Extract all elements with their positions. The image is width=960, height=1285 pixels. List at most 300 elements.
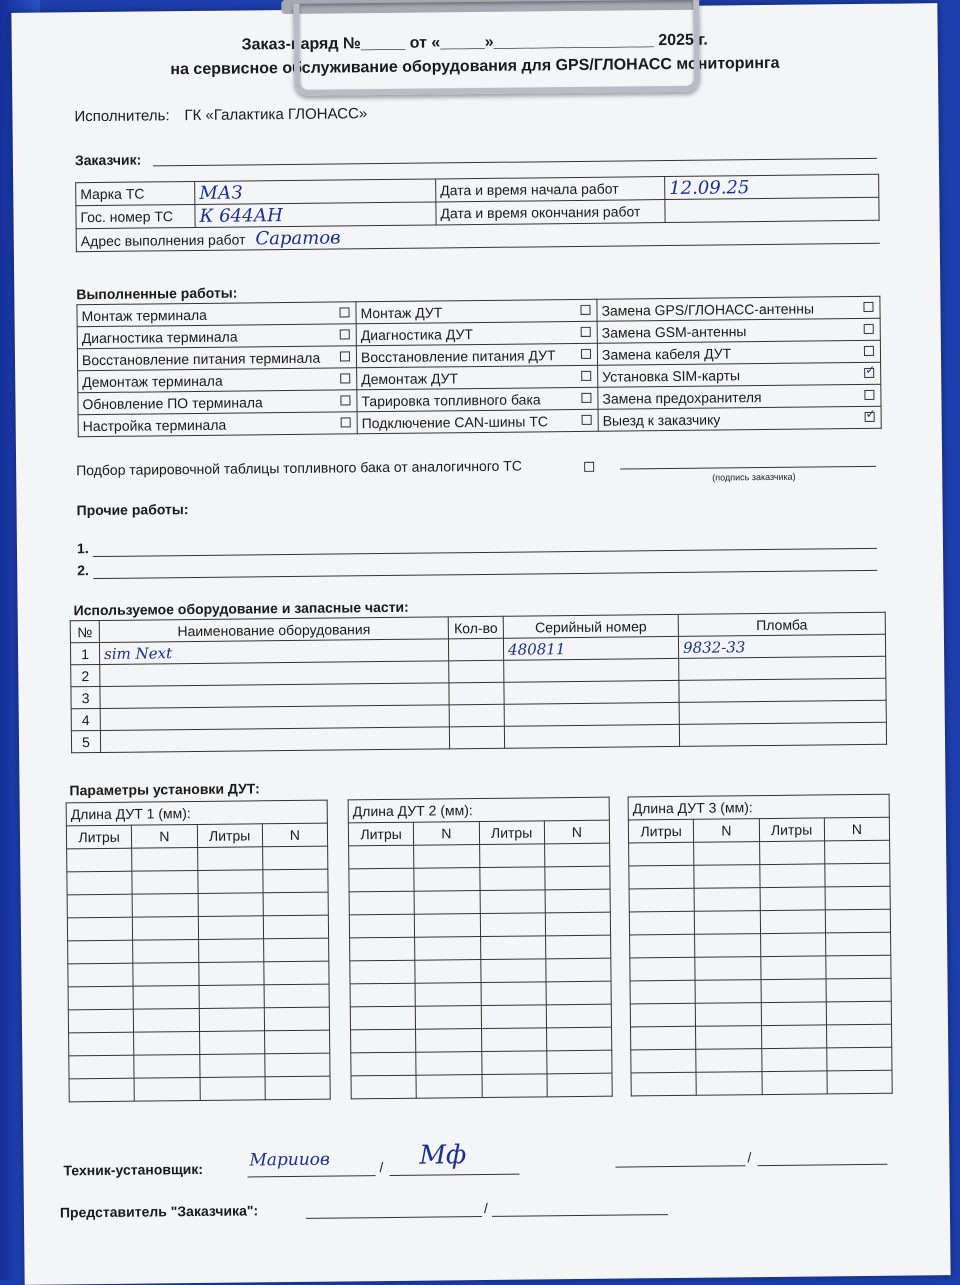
dut-cell[interactable]	[133, 939, 198, 963]
equipment-cell[interactable]	[449, 726, 504, 749]
dut-cell[interactable]	[264, 1030, 329, 1054]
dut-caption[interactable]: Длина ДУТ 3 (мм):	[628, 794, 889, 820]
extra-sign-line-1[interactable]	[615, 1165, 745, 1167]
work-checkbox[interactable]	[864, 346, 874, 356]
dut-row	[349, 843, 610, 869]
dut-row	[351, 1050, 612, 1076]
work-checkbox[interactable]	[863, 302, 873, 312]
dut-cell[interactable]	[694, 888, 759, 912]
executor-label: Исполнитель:	[74, 107, 170, 126]
dut-cell[interactable]	[265, 1053, 330, 1077]
work-cell[interactable]	[77, 324, 356, 349]
dut-cell[interactable]	[544, 843, 609, 867]
dut-row	[67, 892, 328, 918]
brand-field[interactable]	[195, 179, 436, 205]
extra-sign-line-2[interactable]	[757, 1164, 887, 1166]
dut-col-header: N	[694, 819, 759, 843]
dut-cell[interactable]	[132, 847, 197, 871]
dut-cell[interactable]	[481, 982, 546, 1006]
dut-cell[interactable]	[134, 1077, 199, 1101]
dut-cell[interactable]	[415, 914, 480, 938]
dut-row	[67, 846, 328, 872]
work-label: Демонтаж терминала	[82, 372, 223, 390]
start-label: Дата и время начала работ	[436, 177, 665, 202]
dut-cell[interactable]	[262, 846, 327, 870]
dut-cell[interactable]	[629, 911, 694, 935]
dut-cell[interactable]	[631, 1072, 696, 1096]
equipment-cell[interactable]	[504, 702, 679, 726]
work-checkbox[interactable]	[581, 349, 591, 359]
dut-cell[interactable]	[199, 985, 264, 1009]
dut-cell[interactable]	[760, 910, 825, 934]
equipment-cell[interactable]: 1	[70, 642, 99, 664]
work-label: Демонтаж ДУТ	[361, 369, 459, 387]
work-label: Монтаж ДУТ	[360, 303, 443, 321]
dut-cell[interactable]	[415, 983, 480, 1007]
dut-caption[interactable]: Длина ДУТ 1 (мм):	[66, 800, 327, 826]
dut-row	[68, 938, 329, 964]
calibration-label: Подбор тарировочной таблицы топливного бака от аналогичного ТС	[76, 457, 523, 479]
work-cell[interactable]	[78, 390, 357, 415]
work-checkbox[interactable]	[865, 412, 875, 422]
dut-cell[interactable]	[826, 955, 891, 979]
equipment-cell[interactable]	[679, 678, 886, 702]
dut-cell[interactable]	[199, 1031, 264, 1055]
dut-row	[68, 1007, 329, 1033]
dut-row	[629, 886, 890, 912]
technician-signature: Мф	[419, 1140, 467, 1171]
work-cell[interactable]	[356, 299, 597, 324]
representative-name-line[interactable]	[306, 1216, 482, 1219]
dut-row	[630, 932, 891, 958]
dut-cell[interactable]	[695, 911, 760, 935]
dut-cell[interactable]	[197, 870, 262, 894]
work-cell[interactable]	[78, 412, 357, 437]
work-cell[interactable]	[598, 406, 881, 431]
dut-col-header: N	[414, 822, 479, 846]
end-label: Дата и время окончания работ	[436, 200, 665, 225]
dut-row	[67, 869, 328, 895]
dut-cell[interactable]	[198, 916, 263, 940]
dut-cell[interactable]	[264, 984, 329, 1008]
dut-cell[interactable]	[629, 842, 694, 866]
dut-cell[interactable]	[545, 889, 610, 913]
dut-cell[interactable]	[351, 1075, 416, 1099]
work-checkbox[interactable]	[580, 305, 590, 315]
clipboard-clip-icon	[293, 0, 700, 96]
dut-row	[69, 1030, 330, 1056]
equipment-header-cell: №	[70, 620, 99, 642]
dut-cell[interactable]	[546, 1027, 611, 1051]
dut-cell[interactable]	[350, 1006, 415, 1030]
dut-cell[interactable]	[351, 1052, 416, 1076]
dut-cell[interactable]	[197, 847, 262, 871]
dut-cell[interactable]	[264, 1007, 329, 1031]
dut-cell[interactable]	[133, 985, 198, 1009]
dut-cell[interactable]	[414, 845, 479, 869]
work-label: Замена GSM-антенны	[601, 322, 747, 341]
work-checkbox[interactable]	[340, 351, 350, 361]
dut-cell[interactable]	[480, 936, 545, 960]
dut-cell[interactable]	[416, 1029, 481, 1053]
work-label: Замена кабеля ДУТ	[601, 344, 732, 363]
technician-sign-line[interactable]	[390, 1174, 520, 1176]
dut-row	[68, 961, 329, 987]
equipment-cell[interactable]	[504, 680, 679, 704]
plate-value: К 644АН	[199, 204, 283, 227]
customer-line[interactable]	[153, 158, 877, 167]
work-label: Подключение CAN-шины ТС	[361, 412, 549, 431]
dut-cell[interactable]	[68, 1009, 133, 1033]
equipment-cell[interactable]: 4	[71, 708, 100, 730]
dut-cell[interactable]	[68, 986, 133, 1010]
dut-row	[350, 958, 611, 984]
work-cell[interactable]	[357, 365, 598, 390]
dut-cell[interactable]	[69, 1055, 134, 1079]
equipment-header-cell: Пломба	[678, 612, 885, 636]
dut-cell[interactable]	[696, 1049, 761, 1073]
dut-cell[interactable]	[349, 845, 414, 869]
dut-cell[interactable]	[826, 1024, 891, 1048]
equipment-cell[interactable]	[679, 656, 886, 680]
dut-cell[interactable]	[198, 962, 263, 986]
dut-cell[interactable]	[263, 869, 328, 893]
dut-cell[interactable]	[760, 887, 825, 911]
dut-cell[interactable]	[761, 1048, 826, 1072]
dut-cell[interactable]	[416, 1075, 481, 1099]
dut-cell[interactable]	[265, 1076, 330, 1100]
dut-row	[351, 1027, 612, 1053]
plate-label: Гос. номер ТС	[76, 204, 195, 228]
work-cell[interactable]	[598, 384, 881, 409]
equipment-title: Используемое оборудование и запасные части:	[73, 598, 409, 619]
start-value: 12.09.25	[669, 176, 750, 199]
dut-cell[interactable]	[545, 866, 610, 890]
signature-hint: (подпись заказчика)	[712, 471, 796, 483]
dut-cell[interactable]	[696, 1072, 761, 1096]
equipment-table	[70, 612, 887, 754]
equipment-cell[interactable]	[679, 700, 886, 724]
slash-2: /	[747, 1149, 752, 1166]
work-cell[interactable]	[357, 387, 598, 412]
dut-cell[interactable]	[69, 1032, 134, 1056]
dut-cell[interactable]	[349, 868, 414, 892]
dut-cell[interactable]	[545, 912, 610, 936]
dut-cell[interactable]	[547, 1073, 612, 1097]
work-checkbox[interactable]	[341, 417, 351, 427]
dut-cell[interactable]	[546, 958, 611, 982]
dut-cell[interactable]	[694, 842, 759, 866]
representative-sign-line[interactable]	[492, 1214, 668, 1217]
dut-row	[631, 1024, 892, 1050]
dut-cell[interactable]	[133, 962, 198, 986]
dut-row	[629, 909, 890, 935]
dut-cell[interactable]	[67, 848, 132, 872]
brand-label: Марка ТС	[76, 181, 195, 205]
dut-cell[interactable]	[761, 1002, 826, 1026]
dut-row	[69, 1053, 330, 1079]
dut-cell[interactable]	[134, 1054, 199, 1078]
dut-cell[interactable]	[350, 983, 415, 1007]
dut-row	[68, 984, 329, 1010]
equipment-cell[interactable]	[679, 722, 886, 746]
dut-cell[interactable]	[630, 934, 695, 958]
other-work-2-line[interactable]	[93, 570, 877, 579]
equipment-cell[interactable]	[449, 682, 504, 705]
dut-row	[67, 915, 328, 941]
dut-row	[630, 1001, 891, 1027]
other-work-1-label: 1.	[76, 540, 89, 557]
dut-cell[interactable]	[696, 1026, 761, 1050]
dut-cell[interactable]	[631, 1049, 696, 1073]
customer-signature-line[interactable]	[620, 466, 876, 470]
work-checkbox[interactable]	[581, 327, 591, 337]
dut-row	[69, 1076, 330, 1102]
dut-row	[349, 889, 610, 915]
dut-row	[349, 912, 610, 938]
equipment-header-cell: Серийный номер	[503, 614, 678, 638]
dut-col-header: N	[824, 817, 889, 841]
slash-3: /	[483, 1199, 488, 1216]
dut-cell[interactable]	[350, 960, 415, 984]
work-label: Диагностика ДУТ	[360, 325, 473, 343]
address-value: Саратов	[255, 226, 341, 249]
equipment-cell[interactable]	[448, 638, 503, 661]
document-subtitle: на сервисное обслуживание оборудования для GPS/ГЛОНАСС мониторинга	[170, 54, 780, 79]
dut-cell[interactable]	[132, 893, 197, 917]
dut-cell[interactable]	[350, 937, 415, 961]
works-title: Выполненные работы:	[76, 284, 238, 303]
dut-cell[interactable]	[761, 1025, 826, 1049]
work-checkbox[interactable]	[864, 390, 874, 400]
dut-cell[interactable]	[546, 981, 611, 1005]
work-label: Замена предохранителя	[602, 388, 762, 407]
work-checkbox[interactable]	[340, 395, 350, 405]
dut-cell[interactable]	[134, 1031, 199, 1055]
dut-cell[interactable]	[759, 841, 824, 865]
dut-cell[interactable]	[547, 1050, 612, 1074]
dut-cell[interactable]	[349, 891, 414, 915]
work-order-sheet	[11, 3, 950, 1285]
address-field[interactable]	[436, 220, 879, 248]
work-label: Выезд к заказчику	[602, 410, 721, 429]
brand-value: МАЗ	[199, 181, 243, 204]
dut-cell[interactable]	[694, 865, 759, 889]
work-cell[interactable]	[597, 340, 880, 365]
work-label: Диагностика терминала	[81, 328, 238, 346]
work-cell[interactable]	[597, 318, 880, 343]
dut-cell[interactable]	[629, 865, 694, 889]
equipment-cell[interactable]: 3	[71, 686, 100, 708]
work-label: Монтаж терминала	[81, 306, 208, 324]
dut-cell[interactable]	[351, 1029, 416, 1053]
dut-cell[interactable]	[199, 1054, 264, 1078]
dut-cell[interactable]	[479, 844, 544, 868]
work-checkbox[interactable]	[581, 371, 591, 381]
dut-cell[interactable]	[482, 1074, 547, 1098]
work-checkbox[interactable]	[864, 324, 874, 334]
dut-cell[interactable]	[759, 864, 824, 888]
dut-cell[interactable]	[263, 892, 328, 916]
work-cell[interactable]	[598, 362, 881, 387]
work-label: Обновление ПО терминала	[82, 393, 263, 412]
equipment-cell[interactable]: 480811	[503, 636, 678, 660]
work-label: Восстановление питания терминала	[81, 349, 321, 368]
dut-col-header: Литры	[759, 818, 824, 842]
dut-cell[interactable]	[415, 960, 480, 984]
equipment-cell[interactable]	[504, 724, 679, 748]
dut-cell[interactable]	[416, 1006, 481, 1030]
dut-cell[interactable]	[630, 980, 695, 1004]
work-cell[interactable]	[356, 321, 597, 346]
dut-row	[629, 863, 890, 889]
dut-row	[349, 866, 610, 892]
dut-row	[630, 955, 891, 981]
dut-cell[interactable]	[545, 935, 610, 959]
work-cell[interactable]	[357, 409, 598, 434]
dut-cell[interactable]	[132, 870, 197, 894]
dut-cell[interactable]	[760, 956, 825, 980]
dut-cell[interactable]	[695, 934, 760, 958]
dut-cell[interactable]	[695, 980, 760, 1004]
dut-col-header: Литры	[66, 825, 131, 849]
address-label: Адрес выполнения работ Саратов	[76, 225, 436, 252]
dut-cell[interactable]	[414, 891, 479, 915]
end-field[interactable]	[665, 197, 879, 222]
equipment-cell[interactable]: 2	[71, 664, 100, 686]
dut-row	[350, 981, 611, 1007]
dut-cell[interactable]	[133, 916, 198, 940]
dut-cell[interactable]	[696, 1003, 761, 1027]
work-checkbox[interactable]	[864, 368, 874, 378]
work-cell[interactable]	[597, 296, 880, 321]
dut-cell[interactable]	[695, 957, 760, 981]
dut-row	[350, 935, 611, 961]
dut-cell[interactable]	[67, 894, 132, 918]
equipment-cell[interactable]	[504, 658, 679, 682]
dut-cell[interactable]	[199, 1008, 264, 1032]
dut-cell[interactable]	[761, 1071, 826, 1095]
start-field[interactable]	[665, 174, 879, 199]
work-checkbox[interactable]	[582, 415, 592, 425]
dut-cell[interactable]	[629, 888, 694, 912]
dut-cell[interactable]	[760, 933, 825, 957]
dut-col-header: Литры	[197, 824, 262, 848]
dut-cell[interactable]	[264, 961, 329, 985]
dut-cell[interactable]	[826, 1047, 891, 1071]
dut-cell[interactable]	[630, 957, 695, 981]
equipment-cell[interactable]	[100, 727, 449, 753]
dut-cell[interactable]	[479, 867, 544, 891]
dut-row	[629, 840, 890, 866]
dut-cell[interactable]	[200, 1077, 265, 1101]
dut-cell[interactable]	[825, 909, 890, 933]
dut-cell[interactable]	[481, 1028, 546, 1052]
dut-cell[interactable]	[826, 1001, 891, 1025]
dut-col-header: N	[262, 823, 327, 847]
dut-cell[interactable]	[416, 1052, 481, 1076]
dut-cell[interactable]	[480, 959, 545, 983]
dut-cell[interactable]	[415, 937, 480, 961]
dut-col-header: Литры	[348, 822, 413, 846]
work-cell[interactable]	[78, 368, 357, 393]
dut-cell[interactable]	[480, 913, 545, 937]
dut-cell[interactable]	[67, 871, 132, 895]
dut-cell[interactable]	[827, 1070, 892, 1094]
dut-table	[628, 794, 893, 1097]
work-cell[interactable]	[356, 343, 597, 368]
dut-row	[350, 1004, 611, 1030]
dut-cell[interactable]	[69, 1078, 134, 1102]
dut-row	[630, 978, 891, 1004]
plate-field[interactable]	[195, 202, 436, 228]
dut-cell[interactable]	[263, 915, 328, 939]
dut-cell[interactable]	[761, 979, 826, 1003]
dut-cell[interactable]	[263, 938, 328, 962]
dut-cell[interactable]	[349, 914, 414, 938]
equipment-header-cell: Наименование оборудования	[99, 617, 448, 643]
representative-label: Представитель "Заказчика":	[59, 1202, 259, 1221]
work-cell[interactable]	[77, 346, 356, 371]
customer-label: Заказчик:	[74, 151, 142, 169]
work-label: Восстановление питания ДУТ	[360, 346, 556, 365]
slash-1: /	[379, 1159, 384, 1176]
dut-cell[interactable]	[826, 978, 891, 1002]
technician-name-line[interactable]	[248, 1175, 376, 1177]
dut-cell[interactable]	[546, 1004, 611, 1028]
dut-cell[interactable]	[198, 939, 263, 963]
dut-col-header: Литры	[628, 819, 693, 843]
equipment-cell[interactable]: 9832-33	[678, 634, 885, 658]
dut-cell[interactable]	[630, 1003, 695, 1027]
equipment-cell[interactable]: 5	[71, 730, 100, 752]
other-works-title: Прочие работы:	[76, 501, 189, 519]
dut-cell[interactable]	[825, 932, 890, 956]
dut-cell[interactable]	[825, 863, 890, 887]
dut-cell[interactable]	[825, 886, 890, 910]
work-checkbox[interactable]	[340, 373, 350, 383]
dut-cell[interactable]	[824, 840, 889, 864]
calibration-checkbox[interactable]	[584, 462, 594, 472]
dut-cell[interactable]	[68, 963, 133, 987]
dut-cell[interactable]	[480, 890, 545, 914]
dut-row	[351, 1073, 612, 1099]
work-checkbox[interactable]	[581, 393, 591, 403]
work-label: Настройка терминала	[82, 416, 227, 434]
dut-cell[interactable]	[631, 1026, 696, 1050]
dut-cell[interactable]	[134, 1008, 199, 1032]
dut-cell[interactable]	[481, 1051, 546, 1075]
dut-cell[interactable]	[67, 917, 132, 941]
dut-cell[interactable]	[68, 940, 133, 964]
equipment-cell[interactable]: sim Next	[99, 639, 448, 665]
works-table	[76, 296, 881, 437]
technician-label: Техник-установщик:	[63, 1160, 204, 1179]
dut-caption[interactable]: Длина ДУТ 2 (мм):	[348, 797, 609, 823]
dut-cell[interactable]	[198, 893, 263, 917]
other-work-1-line[interactable]	[93, 548, 877, 557]
equipment-cell[interactable]	[449, 704, 504, 727]
dut-cell[interactable]	[414, 868, 479, 892]
dut-cell[interactable]	[481, 1005, 546, 1029]
equipment-cell[interactable]	[449, 660, 504, 683]
work-checkbox[interactable]	[340, 329, 350, 339]
work-label: Установка SIM-карты	[602, 366, 741, 385]
work-cell[interactable]	[77, 302, 356, 327]
dut-col-header: N	[132, 824, 197, 848]
work-checkbox[interactable]	[339, 307, 349, 317]
dut-table	[348, 797, 613, 1100]
